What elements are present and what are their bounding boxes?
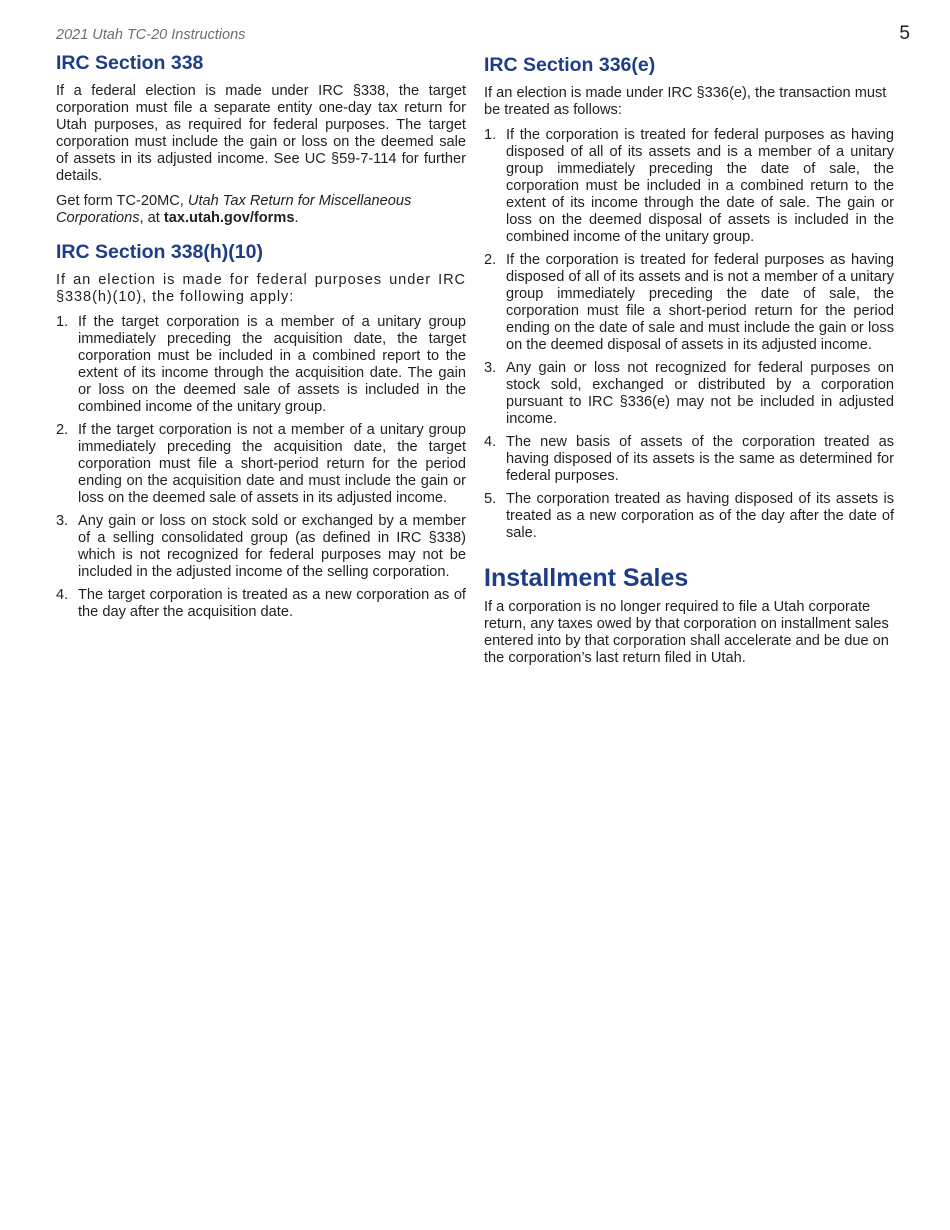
list-item-text: If the corporation is treated for federal purposes as having disposed of all of its assets and is a member of a unitary group immediately preceding the date of sale, the corporation must be included in a combined return to the extent of its income through the date of sale. The gain or loss on the deemed disposal of assets is included in the combined income of the unitary group. [506, 127, 894, 245]
section-336e-list [484, 127, 894, 542]
list-item-number: 1. [56, 314, 69, 330]
list-item-number: 2. [56, 422, 69, 438]
section-338-heading: IRC Section 338 [56, 52, 204, 74]
list-item-text: Any gain or loss not recognized for federal purposes on stock sold, exchanged or distributed by a corporation pursuant to IRC §336(e) may not be included in adjusted income. [506, 360, 894, 427]
left-column [56, 52, 466, 631]
installment-sales-heading: Installment Sales [484, 564, 689, 592]
list-item-text: The new basis of assets of the corporation treated as having disposed of its assets is the same as determined for federal purposes. [506, 434, 894, 484]
list-item [484, 491, 894, 542]
list-item-text: The target corporation is treated as a new corporation as of the day after the acquisition date. [78, 587, 466, 620]
list-item-text: If the target corporation is not a member of a unitary group immediately preceding the acquisition date, the target corporation must file a short-period return for the period ending on the acquisition date and must include the gain or loss on the deemed sale of assets in its adjusted income. [78, 422, 466, 506]
page-number: 5 [899, 23, 910, 44]
list-item-number: 4. [484, 434, 497, 450]
list-item [56, 587, 466, 621]
section-338-paragraph: If a federal election is made under IRC §338, the target corporation must file a separate entity one-day tax return for Utah purposes, as required for federal purposes. The target corporation must include the gain or loss on the deemed sale of assets in its adjusted income. See UC §59-7-114 for further details. [56, 83, 466, 184]
get-form-prefix: Get form TC-20MC, [56, 193, 188, 209]
list-item-text: If the corporation is treated for federal purposes as having disposed of all of its assets and is not a member of a unitary group immediately preceding the date of sale, the corporation must file a short-period return for the period ending on the date of sale and must include the gain or loss on the deemed disposal of assets in its adjusted income. [506, 252, 894, 353]
installment-sales-paragraph: If a corporation is no longer required to file a Utah corporate return, any taxes owed by that corporation on installment sales entered into by that corporation shall accelerate and be due on the corporation’s last return filed in Utah. [484, 599, 889, 666]
right-column [484, 54, 894, 677]
list-item [56, 314, 466, 416]
section-338h10-heading: IRC Section 338(h)(10) [56, 241, 263, 263]
get-form-end: . [294, 210, 299, 226]
section-installment-sales [484, 564, 894, 667]
section-338 [56, 52, 466, 227]
list-item-text: If the target corporation is a member of a unitary group immediately preceding the acquisition date, the target corporation must be included in a combined report to the extent of its income through the acquisition date. The gain or loss on the deemed sale of assets is included in the combined income of the unitary group. [78, 314, 466, 415]
section-336e [484, 54, 894, 542]
running-title: 2021 Utah TC-20 Instructions [56, 27, 246, 43]
list-item [484, 360, 894, 428]
list-item-number: 3. [56, 513, 69, 529]
list-item-number: 1. [484, 127, 497, 143]
list-item [484, 252, 894, 354]
section-336e-intro: If an election is made under IRC §336(e), the transaction must be treated as follows: [484, 85, 887, 118]
list-item [484, 127, 894, 246]
list-item-number: 4. [56, 587, 69, 603]
section-336e-heading: IRC Section 336(e) [484, 54, 656, 76]
section-338h10-list [56, 314, 466, 621]
list-item-text: Any gain or loss on stock sold or exchanged by a member of a selling consolidated group (as defined in IRC §338) which is not recognized for federal purposes may not be included in the adjusted income of the selling corporation. [78, 513, 466, 580]
section-338h10-intro: If an election is made for federal purposes under IRC §338(h)(10), the following apply: [56, 272, 466, 305]
section-338h10 [56, 241, 466, 621]
list-item [56, 422, 466, 507]
list-item [56, 513, 466, 581]
forms-link[interactable]: tax.utah.gov/forms [163, 210, 295, 226]
list-item [484, 434, 894, 485]
form-title: Utah Tax Return for Miscellaneous Corporations [56, 193, 412, 226]
get-form-paragraph [56, 193, 466, 227]
list-item-number: 5. [484, 491, 497, 507]
list-item-text: The corporation treated as having disposed of its assets is treated as a new corporation as of the day after the date of sale. [506, 491, 894, 541]
list-item-number: 2. [484, 252, 497, 268]
get-form-mid: , at [139, 210, 164, 226]
list-item-number: 3. [484, 360, 497, 376]
